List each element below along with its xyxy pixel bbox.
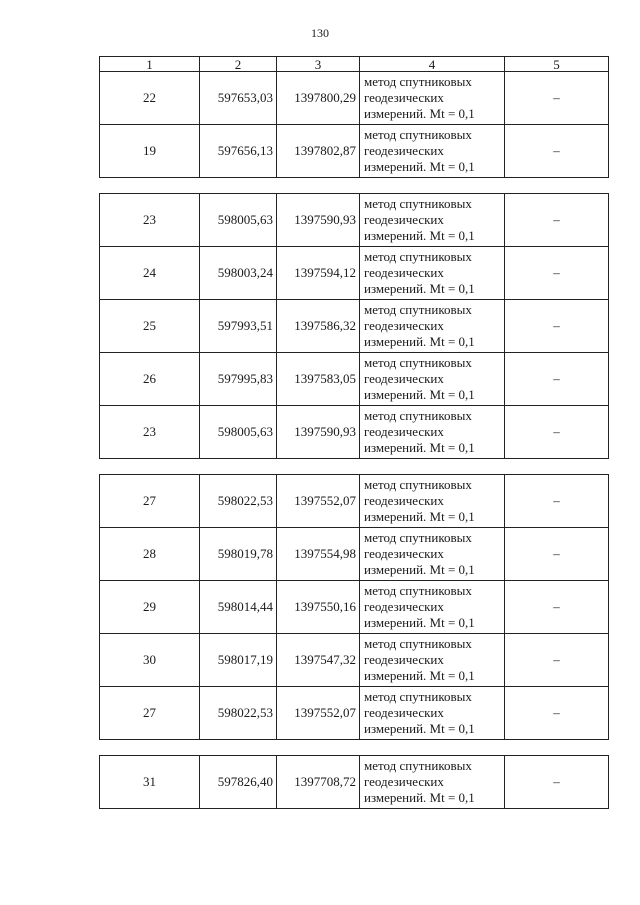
x-coordinate-cell: 597653,03	[200, 72, 277, 125]
note-cell: –	[505, 475, 609, 528]
method-line: измерений. Mt = 0,1	[364, 790, 475, 805]
method-line: геодезических	[364, 371, 444, 386]
y-coordinate-cell: 1397583,05	[277, 353, 360, 406]
method-line: геодезических	[364, 652, 444, 667]
note-cell: –	[505, 247, 609, 300]
x-coordinate-cell: 597995,83	[200, 353, 277, 406]
method-line: измерений. Mt = 0,1	[364, 562, 475, 577]
x-coordinate-cell: 597993,51	[200, 300, 277, 353]
method-line: измерений. Mt = 0,1	[364, 668, 475, 683]
method-cell	[360, 475, 505, 528]
method-line: геодезических	[364, 493, 444, 508]
note-cell: –	[505, 125, 609, 178]
y-coordinate-cell: 1397586,32	[277, 300, 360, 353]
separator-cell	[100, 459, 609, 475]
method-line: измерений. Mt = 0,1	[364, 281, 475, 296]
method-line: метод спутниковых	[364, 530, 472, 545]
header-col-1: 1	[100, 57, 200, 72]
y-coordinate-cell: 1397552,07	[277, 687, 360, 740]
method-cell	[360, 72, 505, 125]
method-line: геодезических	[364, 546, 444, 561]
method-line: метод спутниковых	[364, 249, 472, 264]
y-coordinate-cell: 1397802,87	[277, 125, 360, 178]
table-body	[100, 57, 609, 809]
method-line: измерений. Mt = 0,1	[364, 387, 475, 402]
method-line: геодезических	[364, 774, 444, 789]
x-coordinate-cell: 598019,78	[200, 528, 277, 581]
table-row	[100, 353, 609, 406]
point-number-cell: 25	[100, 300, 200, 353]
method-cell	[360, 125, 505, 178]
point-number-cell: 29	[100, 581, 200, 634]
method-cell	[360, 300, 505, 353]
point-number-cell: 22	[100, 72, 200, 125]
table-header-row	[100, 57, 609, 72]
method-line: геодезических	[364, 424, 444, 439]
x-coordinate-cell: 598005,63	[200, 406, 277, 459]
method-line: метод спутниковых	[364, 758, 472, 773]
method-line: геодезических	[364, 90, 444, 105]
method-line: измерений. Mt = 0,1	[364, 509, 475, 524]
x-coordinate-cell: 597656,13	[200, 125, 277, 178]
note-cell: –	[505, 581, 609, 634]
table-row	[100, 475, 609, 528]
coordinates-table	[99, 56, 609, 809]
y-coordinate-cell: 1397708,72	[277, 756, 360, 809]
header-col-5: 5	[505, 57, 609, 72]
x-coordinate-cell: 597826,40	[200, 756, 277, 809]
table-row	[100, 72, 609, 125]
x-coordinate-cell: 598022,53	[200, 687, 277, 740]
x-coordinate-cell: 598022,53	[200, 475, 277, 528]
method-line: геодезических	[364, 265, 444, 280]
point-number-cell: 26	[100, 353, 200, 406]
method-cell	[360, 194, 505, 247]
point-number-cell: 27	[100, 687, 200, 740]
method-line: метод спутниковых	[364, 127, 472, 142]
table-row	[100, 300, 609, 353]
table-row	[100, 528, 609, 581]
method-cell	[360, 634, 505, 687]
method-line: измерений. Mt = 0,1	[364, 334, 475, 349]
note-cell: –	[505, 406, 609, 459]
method-line: измерений. Mt = 0,1	[364, 106, 475, 121]
method-cell	[360, 247, 505, 300]
method-line: метод спутниковых	[364, 196, 472, 211]
method-line: геодезических	[364, 599, 444, 614]
y-coordinate-cell: 1397547,32	[277, 634, 360, 687]
method-cell	[360, 406, 505, 459]
header-col-4: 4	[360, 57, 505, 72]
note-cell: –	[505, 353, 609, 406]
method-line: геодезических	[364, 212, 444, 227]
y-coordinate-cell: 1397590,93	[277, 194, 360, 247]
method-line: геодезических	[364, 143, 444, 158]
group-separator	[100, 178, 609, 194]
method-line: метод спутниковых	[364, 477, 472, 492]
table-row	[100, 687, 609, 740]
table-row	[100, 125, 609, 178]
note-cell: –	[505, 72, 609, 125]
method-cell	[360, 687, 505, 740]
header-col-3: 3	[277, 57, 360, 72]
group-separator	[100, 740, 609, 756]
method-cell	[360, 528, 505, 581]
method-line: метод спутниковых	[364, 689, 472, 704]
table-row	[100, 634, 609, 687]
y-coordinate-cell: 1397590,93	[277, 406, 360, 459]
separator-cell	[100, 178, 609, 194]
method-line: метод спутниковых	[364, 355, 472, 370]
method-line: метод спутниковых	[364, 302, 472, 317]
method-cell	[360, 581, 505, 634]
method-line: геодезических	[364, 705, 444, 720]
method-line: метод спутниковых	[364, 636, 472, 651]
point-number-cell: 23	[100, 406, 200, 459]
method-line: геодезических	[364, 318, 444, 333]
note-cell: –	[505, 194, 609, 247]
table-row	[100, 406, 609, 459]
page-number: 130	[311, 26, 329, 40]
table-row	[100, 756, 609, 809]
note-cell: –	[505, 687, 609, 740]
note-cell: –	[505, 528, 609, 581]
method-cell	[360, 756, 505, 809]
note-cell: –	[505, 300, 609, 353]
table-row	[100, 247, 609, 300]
y-coordinate-cell: 1397594,12	[277, 247, 360, 300]
method-line: метод спутниковых	[364, 583, 472, 598]
point-number-cell: 30	[100, 634, 200, 687]
method-cell	[360, 353, 505, 406]
method-line: измерений. Mt = 0,1	[364, 615, 475, 630]
point-number-cell: 28	[100, 528, 200, 581]
separator-cell	[100, 740, 609, 756]
method-line: метод спутниковых	[364, 74, 472, 89]
method-line: измерений. Mt = 0,1	[364, 159, 475, 174]
method-line: измерений. Mt = 0,1	[364, 228, 475, 243]
header-col-2: 2	[200, 57, 277, 72]
method-line: измерений. Mt = 0,1	[364, 440, 475, 455]
point-number-cell: 27	[100, 475, 200, 528]
table-row	[100, 581, 609, 634]
x-coordinate-cell: 598005,63	[200, 194, 277, 247]
method-line: измерений. Mt = 0,1	[364, 721, 475, 736]
method-line: метод спутниковых	[364, 408, 472, 423]
point-number-cell: 19	[100, 125, 200, 178]
point-number-cell: 31	[100, 756, 200, 809]
x-coordinate-cell: 598017,19	[200, 634, 277, 687]
y-coordinate-cell: 1397550,16	[277, 581, 360, 634]
point-number-cell: 23	[100, 194, 200, 247]
y-coordinate-cell: 1397800,29	[277, 72, 360, 125]
note-cell: –	[505, 756, 609, 809]
table-row	[100, 194, 609, 247]
y-coordinate-cell: 1397552,07	[277, 475, 360, 528]
x-coordinate-cell: 598014,44	[200, 581, 277, 634]
note-cell: –	[505, 634, 609, 687]
group-separator	[100, 459, 609, 475]
y-coordinate-cell: 1397554,98	[277, 528, 360, 581]
point-number-cell: 24	[100, 247, 200, 300]
x-coordinate-cell: 598003,24	[200, 247, 277, 300]
